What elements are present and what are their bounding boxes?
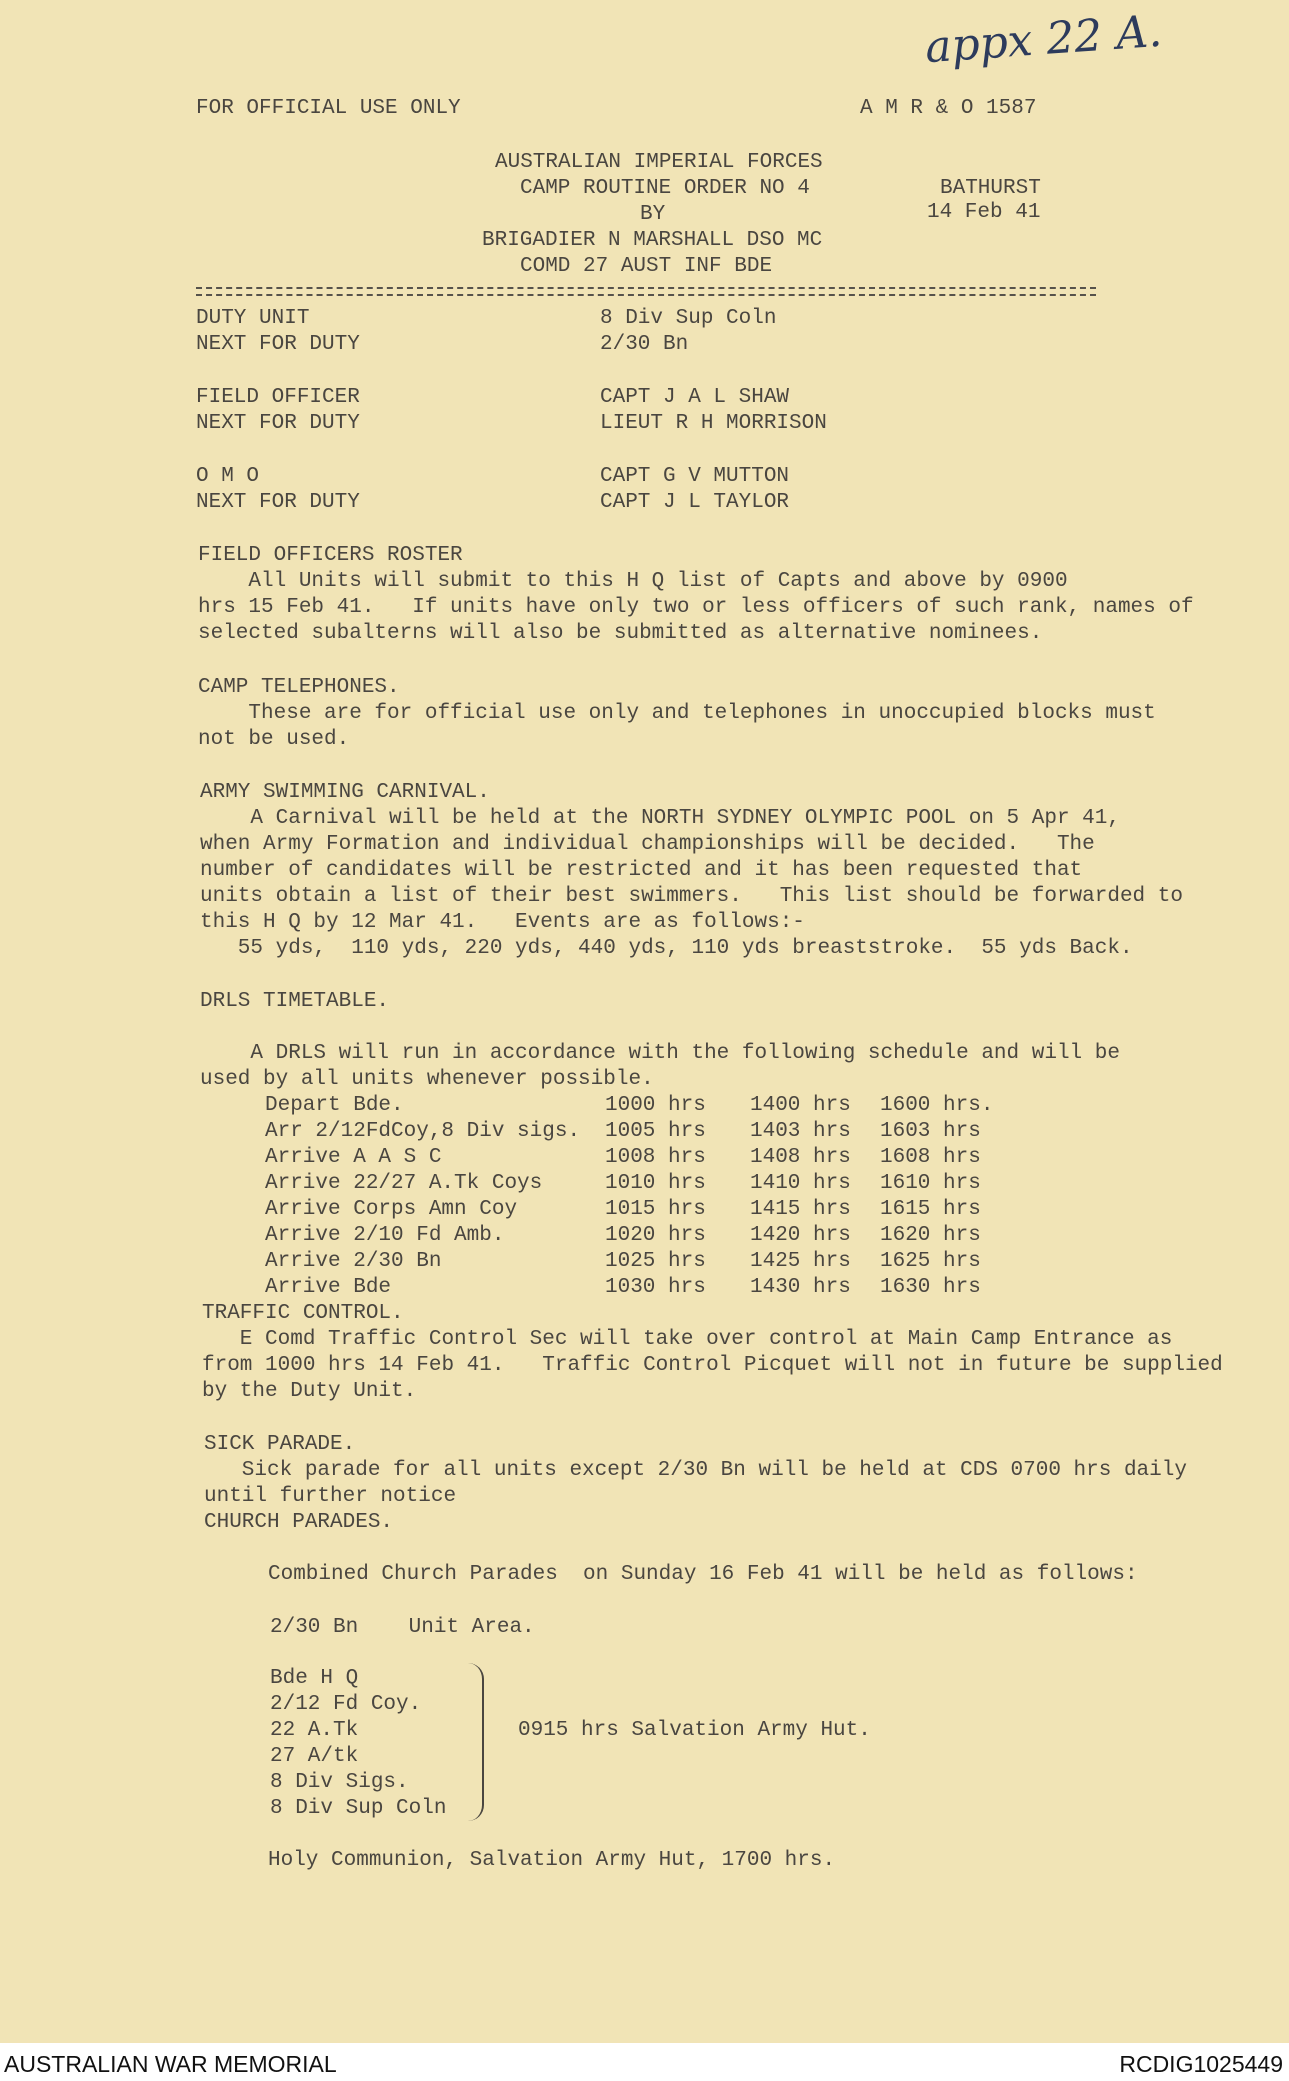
footer-identifier: RCDIG1025449 [1119, 2051, 1283, 2077]
timetable-time: 1620 hrs [880, 1224, 981, 1247]
duty-label: O M O [196, 465, 260, 488]
paragraph-line: A DRLS will run in accordance with the following schedule and will be [200, 1042, 1120, 1065]
timetable-time: 1025 hrs [605, 1250, 706, 1273]
order-date: 14 Feb 41 [927, 201, 1041, 224]
paragraph-line: from 1000 hrs 14 Feb 41. Traffic Control Picquet will not in future be supplied [202, 1354, 1223, 1377]
paragraph-line: when Army Formation and individual championships will be decided. The [200, 833, 1095, 856]
church-unit: 27 A/tk [270, 1745, 359, 1768]
timetable-time: 1400 hrs [750, 1094, 851, 1117]
timetable-time: 1403 hrs [750, 1120, 851, 1143]
paragraph-line: All Units will submit to this H Q list of Capts and above by 0900 [198, 570, 1068, 593]
paragraph-line: number of candidates will be restricted and it has been requested that [200, 859, 1083, 882]
church-unit: 2/12 Fd Coy. [270, 1693, 422, 1716]
timetable-time: 1015 hrs [605, 1198, 706, 1221]
church-intro: Combined Church Parades on Sunday 16 Feb 41 will be held as follows: [268, 1563, 1138, 1586]
timetable-time: 1410 hrs [750, 1172, 851, 1195]
paragraph-line: this H Q by 12 Mar 41. Events are as follows:- [200, 911, 805, 934]
duty-value: CAPT J A L SHAW [600, 386, 790, 409]
timetable-time: 1630 hrs [880, 1276, 981, 1299]
timetable-time: 1600 hrs. [880, 1094, 994, 1117]
reference-number: A M R & O 1587 [860, 97, 1037, 120]
grouping-brace [468, 1663, 484, 1821]
timetable-time: 1030 hrs [605, 1276, 706, 1299]
timetable-time: 1408 hrs [750, 1146, 851, 1169]
duty-label: NEXT FOR DUTY [196, 491, 360, 514]
paragraph-line: until further notice [204, 1485, 457, 1508]
timetable-stop: Depart Bde. [265, 1094, 404, 1117]
section-heading: DRLS TIMETABLE. [200, 990, 390, 1013]
paragraph-line: Sick parade for all units except 2/30 Bn will be held at CDS 0700 hrs daily [204, 1459, 1187, 1482]
church-unit: 22 A.Tk [270, 1719, 359, 1742]
duty-label: FIELD OFFICER [196, 386, 360, 409]
timetable-stop: Arrive A A S C [265, 1146, 442, 1169]
timetable-stop: Arrive Corps Amn Coy [265, 1198, 518, 1221]
paragraph-line: by the Duty Unit. [202, 1380, 417, 1403]
timetable-time: 1610 hrs [880, 1172, 981, 1195]
timetable-time: 1625 hrs [880, 1250, 981, 1273]
duty-value: CAPT J L TAYLOR [600, 491, 790, 514]
timetable-time: 1415 hrs [750, 1198, 851, 1221]
section-heading: FIELD OFFICERS ROSTER [198, 544, 463, 567]
classification-label: FOR OFFICIAL USE ONLY [196, 97, 461, 120]
timetable-time: 1000 hrs [605, 1094, 706, 1117]
timetable-stop: Arrive 22/27 A.Tk Coys [265, 1172, 543, 1195]
paragraph-line: A Carnival will be held at the NORTH SYDNEY OLYMPIC POOL on 5 Apr 41, [200, 807, 1120, 830]
paragraph-line: hrs 15 Feb 41. If units have only two or less officers of such rank, names of [198, 596, 1194, 619]
paragraph-line: E Comd Traffic Control Sec will take over control at Main Camp Entrance as [202, 1328, 1173, 1351]
timetable-time: 1430 hrs [750, 1276, 851, 1299]
title-line: COMD 27 AUST INF BDE [520, 255, 773, 278]
footer-source: AUSTRALIAN WAR MEMORIAL [4, 2051, 337, 2077]
paragraph-line: selected subalterns will also be submitted as alternative nominees. [198, 622, 1043, 645]
paragraph-line: These are for official use only and telephones in unoccupied blocks must [198, 702, 1156, 725]
section-heading: CAMP TELEPHONES. [198, 676, 400, 699]
archive-footer [0, 2043, 1289, 2081]
paragraph-line: units obtain a list of their best swimmers. This list should be forwarded to [200, 885, 1183, 908]
duty-value: 2/30 Bn [600, 333, 689, 356]
timetable-time: 1608 hrs [880, 1146, 981, 1169]
title-line: BRIGADIER N MARSHALL DSO MC [482, 229, 823, 252]
paragraph-line: used by all units whenever possible. [200, 1068, 654, 1091]
timetable-stop: Arrive 2/30 Bn [265, 1250, 442, 1273]
duty-label: DUTY UNIT [196, 307, 310, 330]
timetable-stop: Arrive 2/10 Fd Amb. [265, 1224, 505, 1247]
title-line: AUSTRALIAN IMPERIAL FORCES [495, 151, 823, 174]
section-heading: TRAFFIC CONTROL. [202, 1302, 404, 1325]
church-unit: 8 Div Sup Coln [270, 1797, 447, 1820]
events-line: 55 yds, 110 yds, 220 yds, 440 yds, 110 yds breaststroke. 55 yds Back. [200, 937, 1133, 960]
church-unit: 8 Div Sigs. [270, 1771, 409, 1794]
timetable-time: 1615 hrs [880, 1198, 981, 1221]
parade-time: 0915 hrs Salvation Army Hut. [518, 1719, 871, 1742]
timetable-time: 1420 hrs [750, 1224, 851, 1247]
holy-communion-line: Holy Communion, Salvation Army Hut, 1700 hrs. [268, 1849, 836, 1872]
timetable-time: 1425 hrs [750, 1250, 851, 1273]
section-heading: SICK PARADE. [204, 1433, 356, 1456]
duty-value: 8 Div Sup Coln [600, 307, 777, 330]
church-unit: Bde H Q [270, 1667, 359, 1690]
title-line: CAMP ROUTINE ORDER NO 4 [520, 177, 810, 200]
place-label: BATHURST [940, 177, 1041, 200]
paragraph-line: not be used. [198, 728, 350, 751]
duty-label: NEXT FOR DUTY [196, 412, 360, 435]
timetable-time: 1020 hrs [605, 1224, 706, 1247]
timetable-time: 1603 hrs [880, 1120, 981, 1143]
timetable-time: 1008 hrs [605, 1146, 706, 1169]
duty-value: LIEUT R H MORRISON [600, 412, 827, 435]
timetable-time: 1005 hrs [605, 1120, 706, 1143]
timetable-time: 1010 hrs [605, 1172, 706, 1195]
section-heading: CHURCH PARADES. [204, 1511, 394, 1534]
unit-area-line: 2/30 Bn Unit Area. [270, 1616, 535, 1639]
timetable-stop: Arrive Bde [265, 1276, 392, 1299]
duty-label: NEXT FOR DUTY [196, 333, 360, 356]
title-line: BY [640, 203, 666, 226]
timetable-stop: Arr 2/12FdCoy,8 Div sigs. [265, 1120, 581, 1143]
duty-value: CAPT G V MUTTON [600, 465, 790, 488]
separator-rule [196, 287, 1096, 296]
section-heading: ARMY SWIMMING CARNIVAL. [200, 781, 490, 804]
handwritten-annotation: appx 22 A. [923, 5, 1164, 74]
